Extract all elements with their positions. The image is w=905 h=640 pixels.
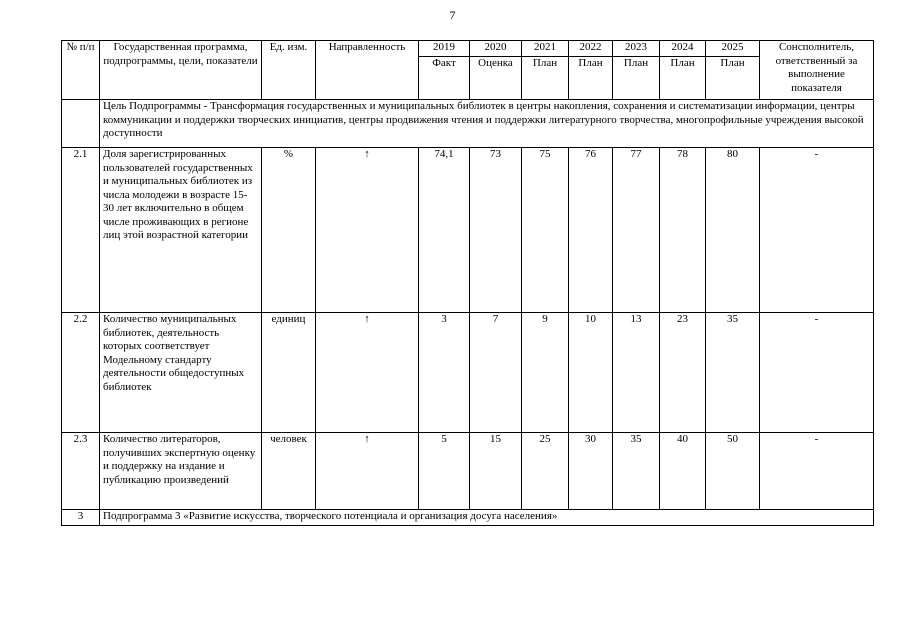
row-value: 35 [613, 433, 660, 510]
goal-text: Цель Подпрограммы - Трансформация государственных и муниципальных библиотек в центры накопления, сохранения и систематизации информации, центры коммуникации и поддержки творческих инициатив, центры продвижения чтения и поддержки литературного творчества, многопрофильные учреждения высокой доступности [100, 100, 874, 148]
subprogram-text: Подпрограмма 3 «Развитие искусства, творческого потенциала и организация досуга населения» [100, 510, 874, 526]
header-program: Государственная программа, подпрограммы, цели, показатели [100, 41, 262, 100]
row-name: Количество муниципальных библиотек, деятельность которых соответствует Модельному стандарту деятельности общедоступных библиотек [100, 313, 262, 433]
header-year: 2024 [660, 41, 706, 57]
row-value: 76 [569, 148, 613, 313]
row-value: 23 [660, 313, 706, 433]
header-status: Факт [419, 57, 470, 100]
row-value: 30 [569, 433, 613, 510]
row-value: 25 [522, 433, 569, 510]
row-unit: единиц [262, 313, 316, 433]
row-value: 40 [660, 433, 706, 510]
header-status: Оценка [470, 57, 522, 100]
row-direction-arrow: ↑ [316, 433, 419, 510]
subprogram-row [62, 510, 874, 526]
header-year: 2023 [613, 41, 660, 57]
header-unit: Ед. изм. [262, 41, 316, 100]
header-status: План [613, 57, 660, 100]
header-year: 2019 [419, 41, 470, 57]
header-year: 2021 [522, 41, 569, 57]
header-executor: Сонсполнитель, ответственный за выполнение показателя [760, 41, 874, 100]
header-year: 2022 [569, 41, 613, 57]
header-direction: Направленность [316, 41, 419, 100]
row-value: 10 [569, 313, 613, 433]
row-value: 9 [522, 313, 569, 433]
row-value: 5 [419, 433, 470, 510]
row-value: 80 [706, 148, 760, 313]
row-value: 73 [470, 148, 522, 313]
row-num: 2.1 [62, 148, 100, 313]
row-value: 77 [613, 148, 660, 313]
row-executor: - [760, 433, 874, 510]
row-value: 74,1 [419, 148, 470, 313]
row-num: 2.2 [62, 313, 100, 433]
row-unit: человек [262, 433, 316, 510]
indicators-table [61, 40, 874, 526]
page-number: 7 [449, 8, 456, 22]
header-year: 2025 [706, 41, 760, 57]
header-year: 2020 [470, 41, 522, 57]
header-status: План [706, 57, 760, 100]
row-unit: % [262, 148, 316, 313]
row-executor: - [760, 148, 874, 313]
row-value: 3 [419, 313, 470, 433]
row-value: 78 [660, 148, 706, 313]
row-direction-arrow: ↑ [316, 313, 419, 433]
subprogram-num: 3 [62, 510, 100, 526]
row-name: Количество литераторов, получивших экспертную оценку и поддержку на издание и публикацию произведений [100, 433, 262, 510]
row-value: 13 [613, 313, 660, 433]
header-num: № п/п [62, 41, 100, 100]
goal-row [62, 100, 874, 148]
table-row [62, 433, 874, 510]
table-row [62, 148, 874, 313]
row-direction-arrow: ↑ [316, 148, 419, 313]
row-value: 50 [706, 433, 760, 510]
header-row-years [62, 41, 874, 57]
row-value: 35 [706, 313, 760, 433]
row-name: Доля зарегистрированных пользователей государственных и муниципальных библиотек из числа молодежи в возрасте 15-30 лет включительно в общем числе проживающих в регионе лиц этой возрастной категории [100, 148, 262, 313]
row-value: 15 [470, 433, 522, 510]
header-status: План [569, 57, 613, 100]
goal-num-cell [62, 100, 100, 148]
row-num: 2.3 [62, 433, 100, 510]
table-row [62, 313, 874, 433]
header-status: План [660, 57, 706, 100]
row-executor: - [760, 313, 874, 433]
header-status: План [522, 57, 569, 100]
row-value: 75 [522, 148, 569, 313]
row-value: 7 [470, 313, 522, 433]
